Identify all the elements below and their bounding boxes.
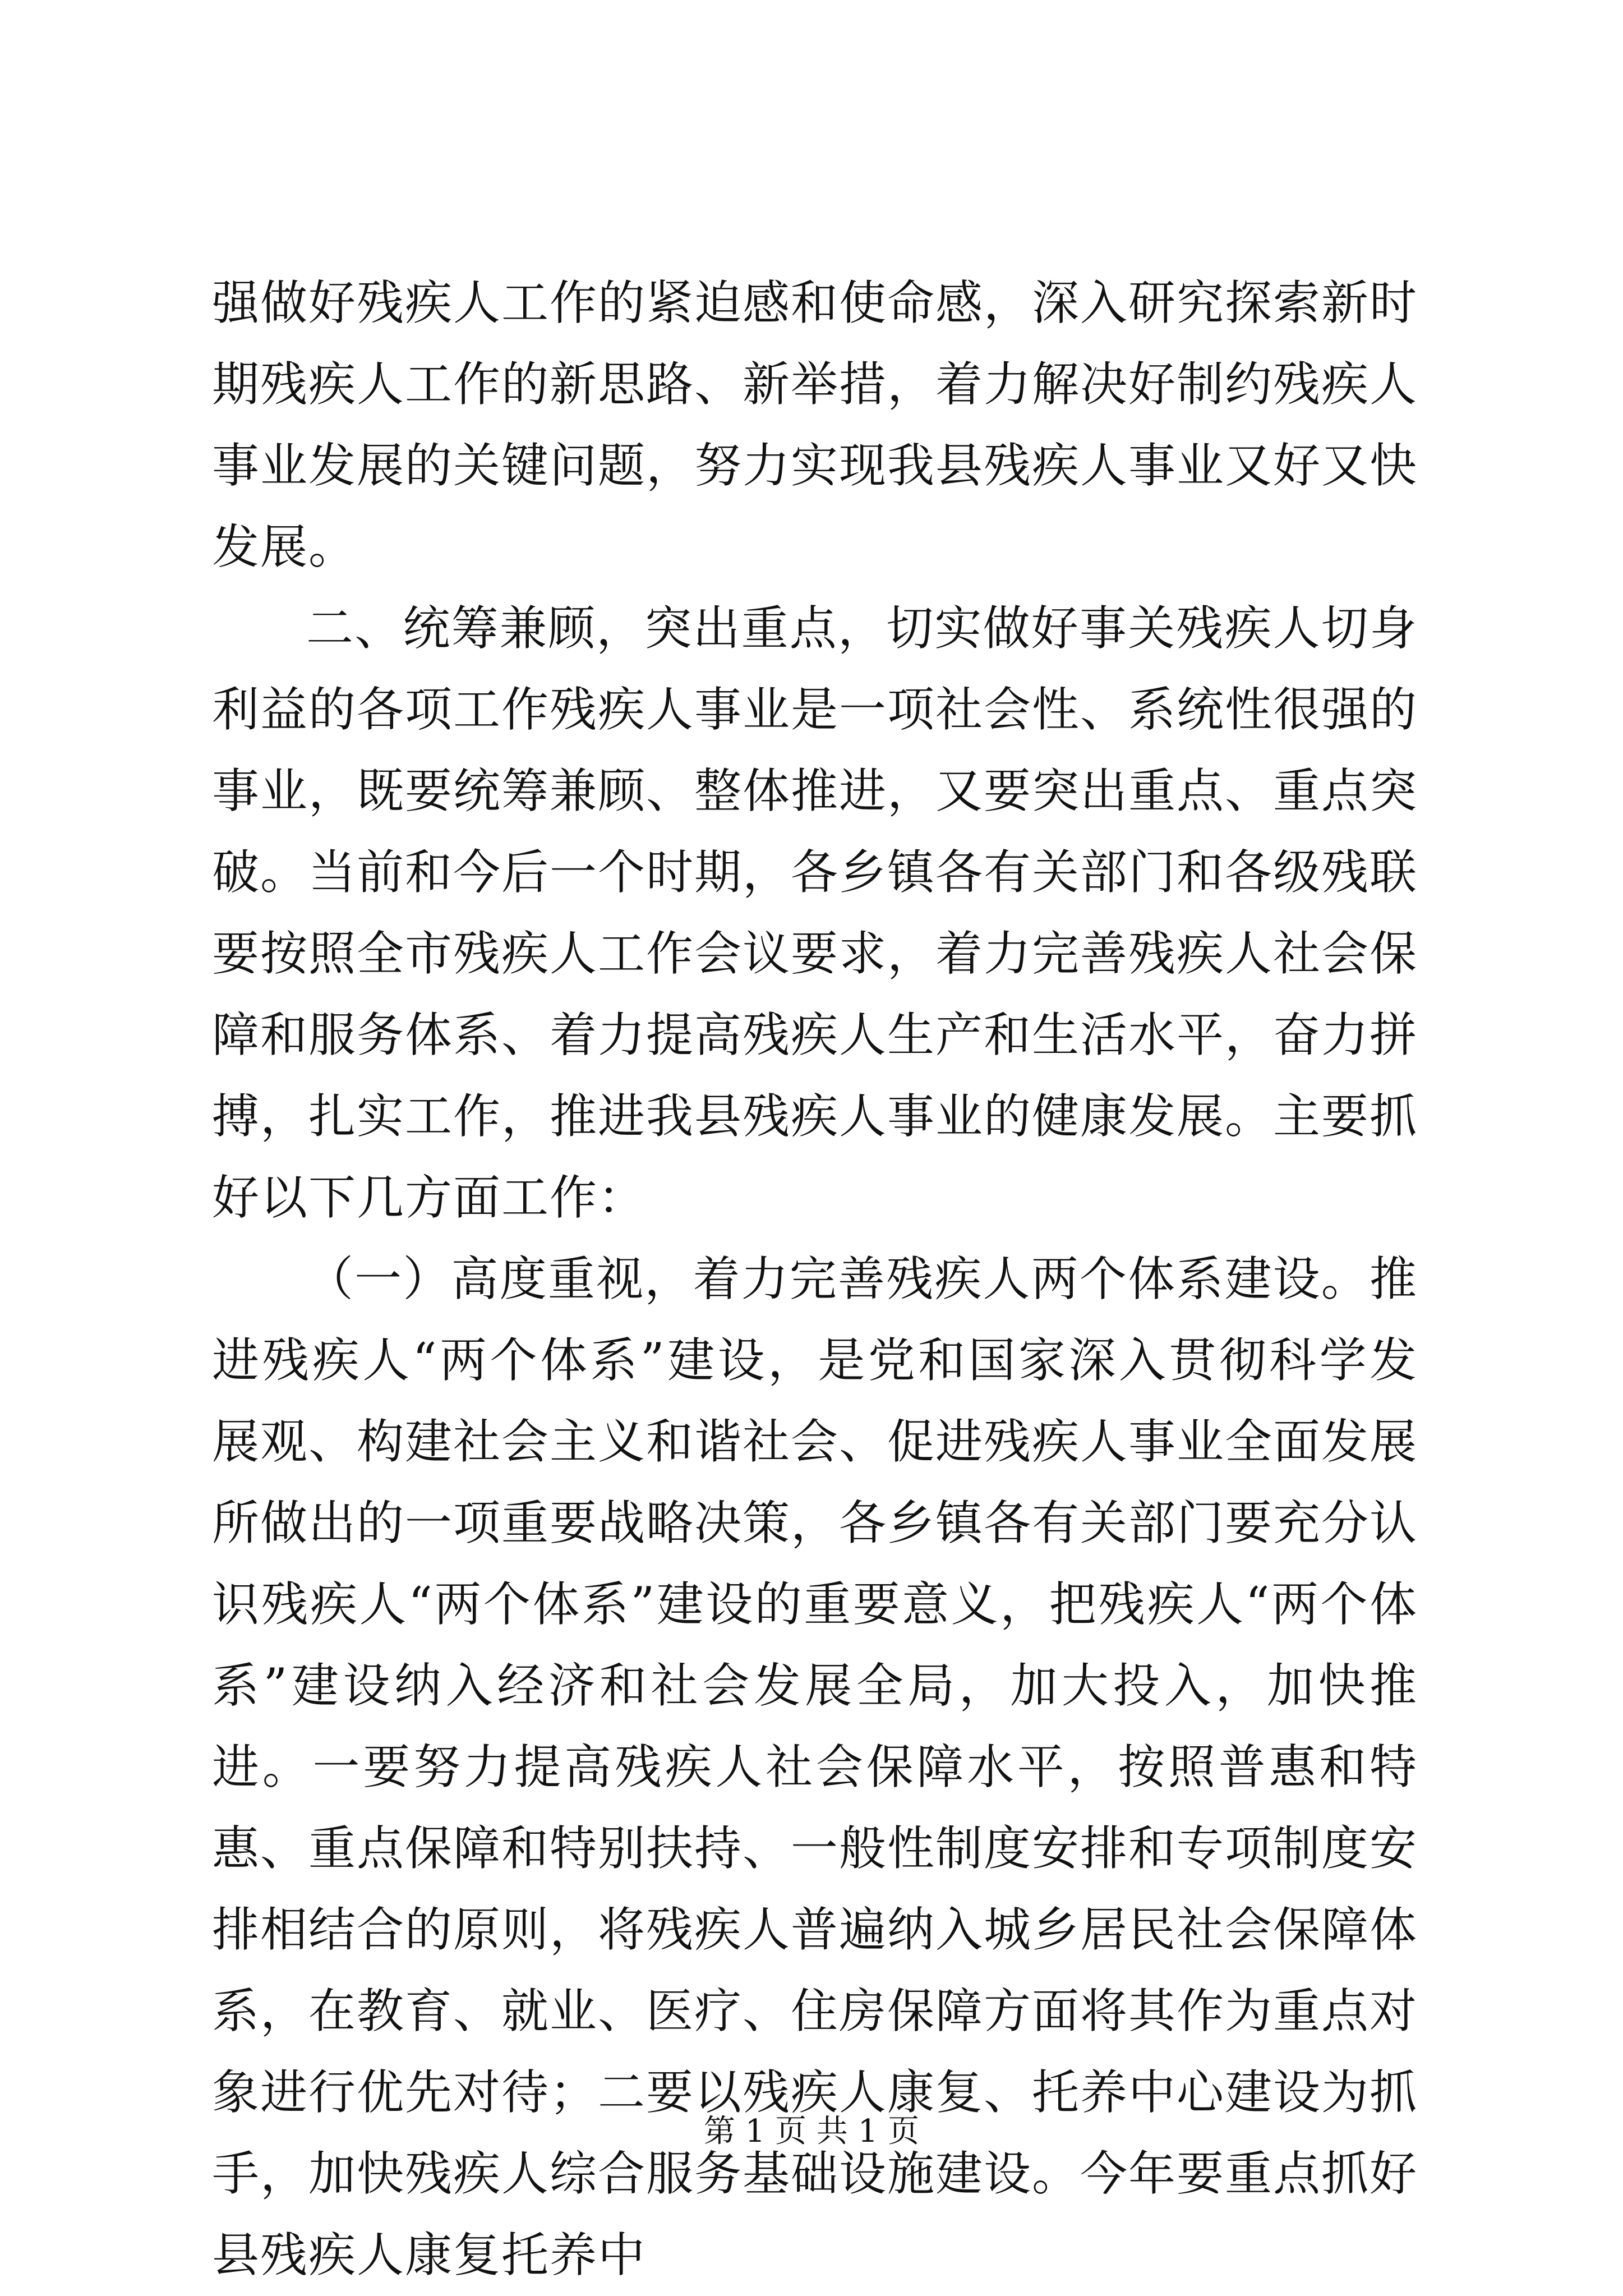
paragraph-continuation: 强做好残疾人工作的紧迫感和使命感，深入研究探索新时期残疾人工作的新思路、新举措，着力解决好制约残疾人事业发展的关键问题，努力实现我县残疾人事业又好又快发展。 (212, 275, 1418, 574)
paragraph-section-two: 二、统筹兼顾，突出重点，切实做好事关残疾人切身利益的各项工作残疾人事业是一项社会性、系统性很强的事业，既要统筹兼顾、整体推进，又要突出重点、重点突破。当前和今后一个时期，各乡镇各有关部门和各级残联要按照全市残疾人工作会议要求，着力完善残疾人社会保障和服务体系、着力提高残疾人生产和生活水平，奋力拼搏，扎实工作，推进我县残疾人事业的健康发展。主要抓好以下几方面工作： (212, 601, 1418, 1225)
document-body (212, 263, 1418, 2296)
page-footer: 第 1 页 共 1 页 (703, 2113, 920, 2150)
paragraph-subsection-one: （一）高度重视，着力完善残疾人两个体系建设。推进残疾人“两个体系”建设，是党和国家深入贯彻科学发展观、构建社会主义和谐社会、促进残疾人事业全面发展所做出的一项重要战略决策，各乡镇各有关部门要充分认识残疾人“两个体系”建设的重要意义，把残疾人“两个体系”建设纳入经济和社会发展全局，加大投入，加快推进。一要努力提高残疾人社会保障水平，按照普惠和特惠、重点保障和特别扶持、一般性制度安排和专项制度安排相结合的原则，将残疾人普遍纳入城乡居民社会保障体系，在教育、就业、医疗、住房保障方面将其作为重点对象进行优先对待；二要以残疾人康复、托养中心建设为抓手，加快残疾人综合服务基础设施建设。今年要重点抓好县残疾人康复托养中 (212, 1251, 1418, 2283)
